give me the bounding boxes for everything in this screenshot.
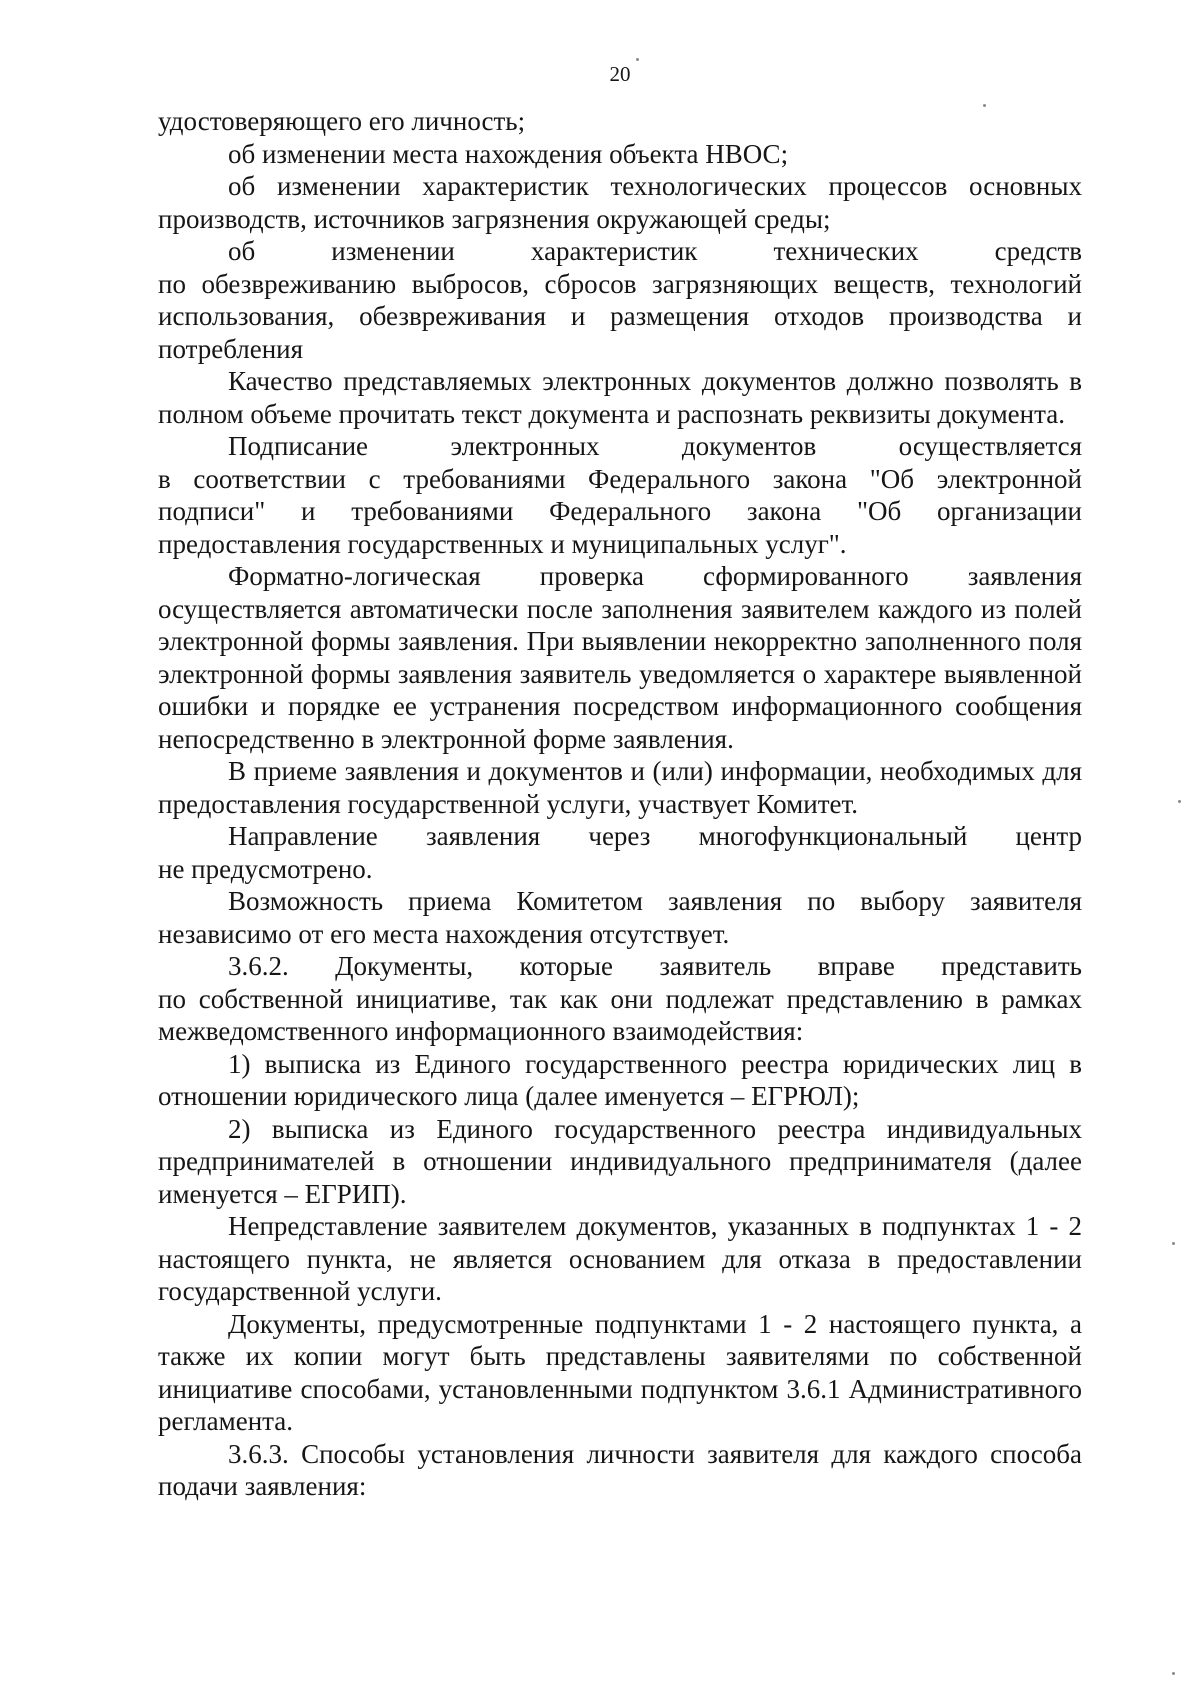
paragraph-technical-means-lead: об изменении характеристик технических средств	[228, 236, 1082, 266]
document-body	[158, 105, 1082, 1503]
paragraph-technical-means-rest: по обезвреживанию выбросов, сбросов загрязняющих веществ, технологий использования, обезвреживания и размещения отходов производства и потребления	[158, 268, 1082, 364]
paragraph-363: 3.6.3. Способы установления личности заявителя для каждого способа подачи заявления:	[158, 1438, 1082, 1501]
paragraph-mfc-rest: не предусмотрено.	[158, 853, 373, 884]
scan-speck	[983, 104, 986, 107]
paragraph-signing-lead: Подписание электронных документов осуществляется	[228, 431, 1082, 461]
scan-speck	[1172, 1672, 1175, 1675]
paragraph-format-check: Форматно-логическая проверка сформированного заявления осуществляется автоматически после заполнения заявителем каждого из полей электронной формы заявления. При выявлении некорректно заполненного поля электронной формы заявления заявитель уведомляется о характере выявленной ошибки и порядке ее устранения посредством информационного сообщения непосредственно в электронной форме заявления.	[158, 561, 1082, 754]
scan-speck	[636, 58, 639, 61]
paragraph-identity-doc: удостоверяющего его личность;	[158, 106, 526, 136]
paragraph-process-change: об изменении характеристик технологических процессов основных производств, источников загрязнения окружающей среды;	[158, 171, 1082, 234]
paragraph-quality: Качество представляемых электронных документов должно позволять в полном объеме прочитать текст документа и распознать реквизиты документа.	[158, 366, 1082, 429]
paragraph-any-location: Возможность приема Комитетом заявления по выбору заявителя независимо от его места нахождения отсутствует.	[158, 886, 1082, 949]
paragraph-copies: Документы, предусмотренные подпунктами 1 - 2 настоящего пункта, а также их копии могут быть представлены заявителями по собственной инициативе способами, установленными подпунктом 3.6.1 Административного регламента.	[158, 1308, 1082, 1436]
paragraph-signing-rest: в соответствии с требованиями Федерального закона "Об электронной подписи" и требованиями Федерального закона "Об организации предоставления государственных и муниципальных услуг".	[158, 463, 1082, 559]
page-number: 20	[609, 62, 631, 86]
paragraph-committee: В приеме заявления и документов и (или) информации, необходимых для предоставления государственной услуги, участвует Комитет.	[158, 756, 1082, 819]
paragraph-item-1: 1) выписка из Единого государственного реестра юридических лиц в отношении юридического лица (далее именуется – ЕГРЮЛ);	[158, 1048, 1082, 1111]
paragraph-362-lead: 3.6.2. Документы, которые заявитель вправе представить	[228, 951, 1082, 981]
paragraph-mfc-lead: Направление заявления через многофункциональный центр	[228, 821, 1082, 851]
scan-speck	[1178, 800, 1181, 803]
paragraph-item-2: 2) выписка из Единого государственного реестра индивидуальных предпринимателей в отношении индивидуального предпринимателя (далее именуется – ЕГРИП).	[158, 1113, 1082, 1209]
scan-speck	[1172, 1242, 1175, 1245]
paragraph-location-change: об изменении места нахождения объекта НВОС;	[228, 138, 789, 169]
paragraph-non-submission: Непредставление заявителем документов, указанных в подпунктах 1 - 2 настоящего пункта, не является основанием для отказа в предоставлении государственной услуги.	[158, 1211, 1082, 1306]
paragraph-362-rest: по собственной инициативе, так как они подлежат представлению в рамках межведомственного информационного взаимодействия:	[158, 983, 1082, 1046]
